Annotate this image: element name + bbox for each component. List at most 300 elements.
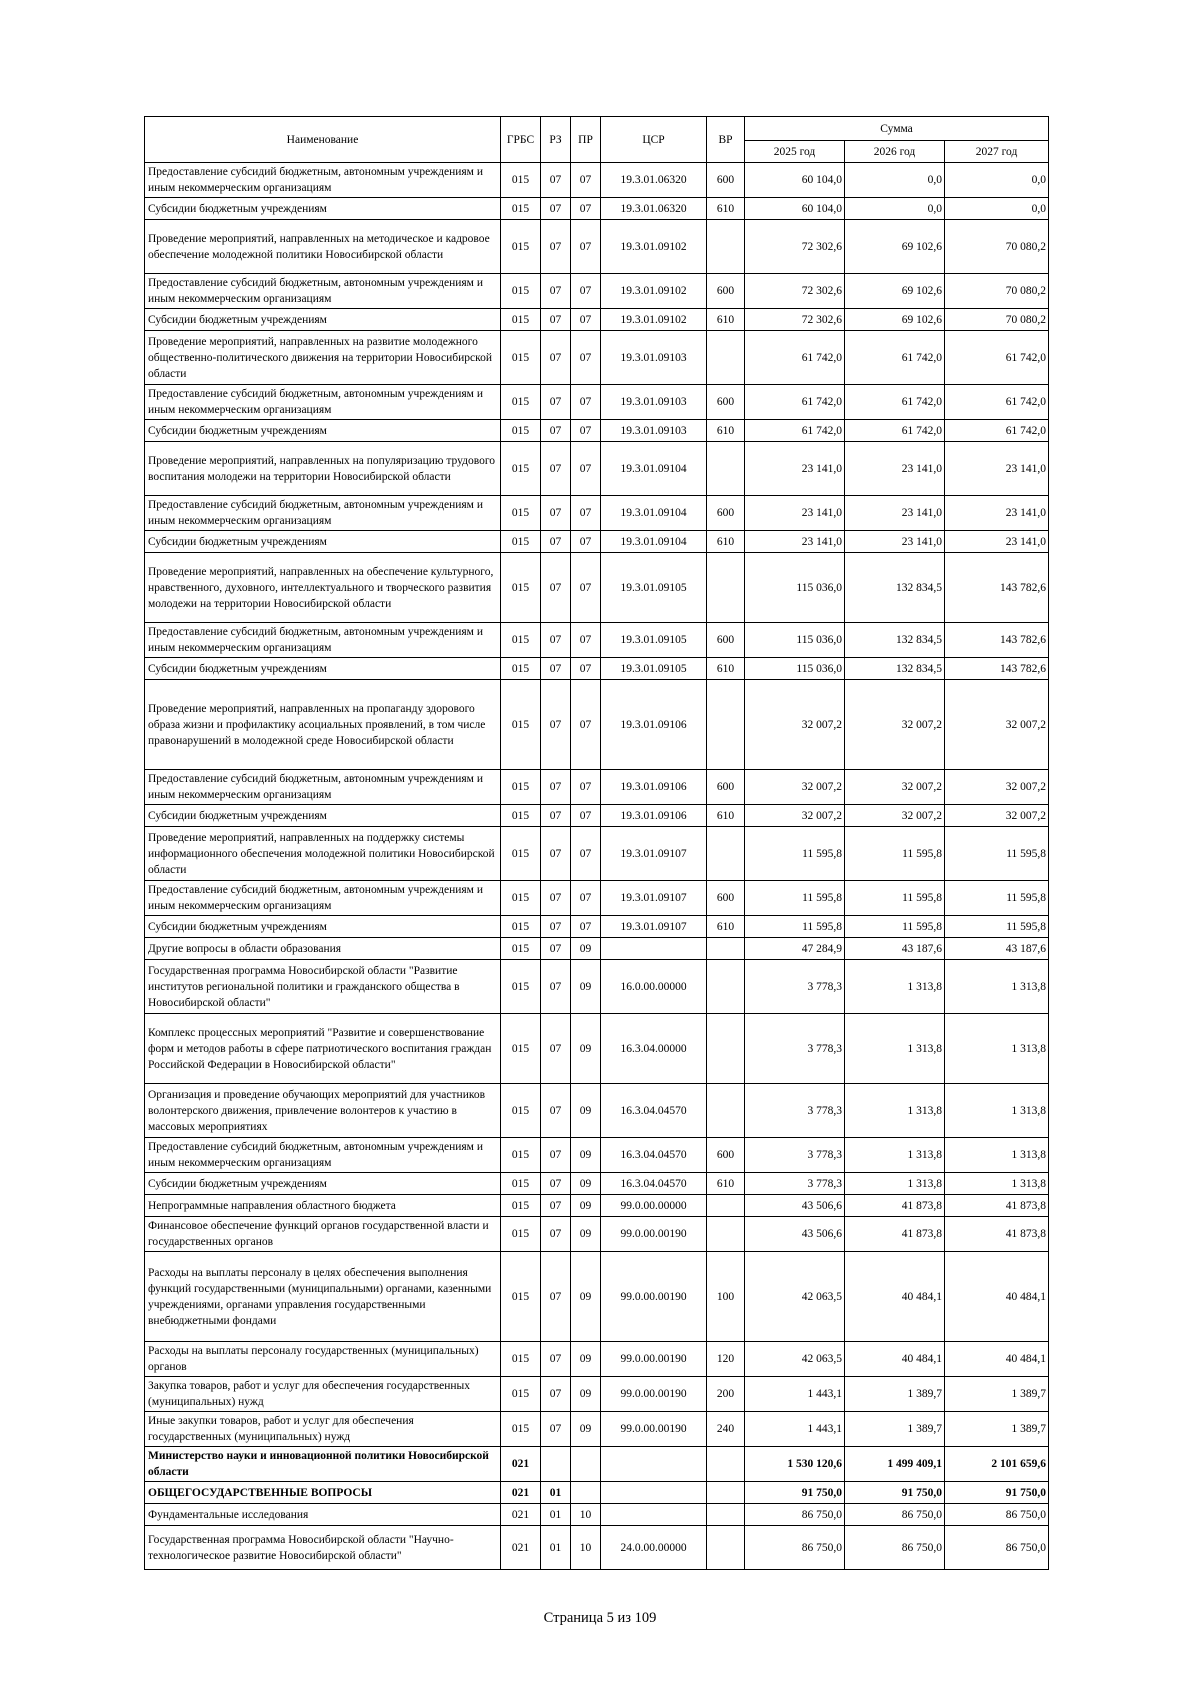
cell-vr [707, 680, 745, 770]
table-row [145, 805, 1049, 827]
cell-vr: 600 [707, 163, 745, 198]
cell-name: Предоставление субсидий бюджетным, автономным учреждениям и иным некоммерческим организациям [145, 881, 501, 916]
cell-csr [601, 1504, 707, 1526]
cell-vr [707, 1195, 745, 1217]
cell-name: Субсидии бюджетным учреждениям [145, 805, 501, 827]
cell-csr: 99.0.00.00190 [601, 1377, 707, 1412]
cell-csr: 19.3.01.09103 [601, 331, 707, 385]
cell-pr: 07 [571, 881, 601, 916]
table-row [145, 1482, 1049, 1504]
cell-amount-2025: 11 595,8 [745, 881, 845, 916]
cell-amount-2026: 86 750,0 [845, 1504, 945, 1526]
cell-amount-2026: 32 007,2 [845, 680, 945, 770]
cell-amount-2025: 115 036,0 [745, 623, 845, 658]
cell-pr: 07 [571, 805, 601, 827]
cell-amount-2027: 11 595,8 [945, 827, 1049, 881]
header-name: Наименование [145, 117, 501, 163]
cell-amount-2027: 61 742,0 [945, 385, 1049, 420]
cell-grbs: 015 [501, 680, 541, 770]
cell-amount-2027: 2 101 659,6 [945, 1447, 1049, 1482]
cell-vr [707, 442, 745, 496]
cell-pr: 09 [571, 1377, 601, 1412]
header-pr: ПР [571, 117, 601, 163]
cell-name: Предоставление субсидий бюджетным, автономным учреждениям и иным некоммерческим организациям [145, 770, 501, 805]
cell-rz: 07 [541, 553, 571, 623]
cell-csr: 19.3.01.09105 [601, 623, 707, 658]
cell-pr [571, 1447, 601, 1482]
cell-csr: 24.0.00.00000 [601, 1526, 707, 1570]
cell-grbs: 015 [501, 531, 541, 553]
table-row [145, 881, 1049, 916]
cell-grbs: 021 [501, 1447, 541, 1482]
cell-amount-2026: 132 834,5 [845, 553, 945, 623]
cell-vr: 610 [707, 916, 745, 938]
budget-table [144, 116, 1049, 1570]
cell-rz: 07 [541, 1195, 571, 1217]
cell-amount-2026: 1 313,8 [845, 1014, 945, 1084]
header-vr: ВР [707, 117, 745, 163]
cell-amount-2027: 0,0 [945, 198, 1049, 220]
cell-name: Предоставление субсидий бюджетным, автономным учреждениям и иным некоммерческим организациям [145, 385, 501, 420]
cell-amount-2026: 23 141,0 [845, 531, 945, 553]
cell-amount-2025: 47 284,9 [745, 938, 845, 960]
cell-name: Проведение мероприятий, направленных на развитие молодежного общественно-политического движения на территории Новосибирской области [145, 331, 501, 385]
cell-csr: 19.3.01.09103 [601, 385, 707, 420]
table-row [145, 496, 1049, 531]
cell-name: Субсидии бюджетным учреждениям [145, 309, 501, 331]
cell-amount-2025: 60 104,0 [745, 163, 845, 198]
cell-name: Закупка товаров, работ и услуг для обеспечения государственных (муниципальных) нужд [145, 1377, 501, 1412]
cell-amount-2026: 61 742,0 [845, 385, 945, 420]
cell-vr: 600 [707, 881, 745, 916]
cell-pr: 07 [571, 496, 601, 531]
cell-name: Другие вопросы в области образования [145, 938, 501, 960]
cell-amount-2026: 132 834,5 [845, 623, 945, 658]
cell-amount-2026: 40 484,1 [845, 1252, 945, 1342]
cell-name: Проведение мероприятий, направленных на поддержку системы информационного обеспечения молодежной политики Новосибирской области [145, 827, 501, 881]
cell-rz: 07 [541, 220, 571, 274]
cell-vr: 600 [707, 1138, 745, 1173]
cell-rz: 07 [541, 420, 571, 442]
cell-pr: 07 [571, 274, 601, 309]
cell-pr: 07 [571, 385, 601, 420]
cell-name: Непрограммные направления областного бюджета [145, 1195, 501, 1217]
cell-grbs: 015 [501, 916, 541, 938]
cell-amount-2027: 32 007,2 [945, 680, 1049, 770]
cell-amount-2025: 43 506,6 [745, 1217, 845, 1252]
cell-vr: 610 [707, 420, 745, 442]
cell-amount-2025: 11 595,8 [745, 916, 845, 938]
cell-rz: 07 [541, 1138, 571, 1173]
table-row [145, 531, 1049, 553]
cell-csr: 19.3.01.09107 [601, 827, 707, 881]
cell-vr [707, 1014, 745, 1084]
cell-grbs: 015 [501, 198, 541, 220]
cell-csr: 16.3.04.04570 [601, 1173, 707, 1195]
cell-name: Субсидии бюджетным учреждениям [145, 1173, 501, 1195]
cell-amount-2026: 1 389,7 [845, 1377, 945, 1412]
cell-grbs: 021 [501, 1504, 541, 1526]
cell-pr: 09 [571, 938, 601, 960]
cell-rz: 07 [541, 1412, 571, 1447]
cell-grbs: 015 [501, 385, 541, 420]
cell-pr: 09 [571, 1084, 601, 1138]
cell-pr: 10 [571, 1504, 601, 1526]
cell-pr: 09 [571, 1252, 601, 1342]
cell-name: Фундаментальные исследования [145, 1504, 501, 1526]
cell-pr: 09 [571, 1342, 601, 1377]
cell-pr: 09 [571, 1412, 601, 1447]
cell-rz: 07 [541, 531, 571, 553]
cell-grbs: 015 [501, 220, 541, 274]
cell-vr [707, 1526, 745, 1570]
cell-amount-2026: 32 007,2 [845, 805, 945, 827]
cell-grbs: 015 [501, 960, 541, 1014]
header-csr: ЦСР [601, 117, 707, 163]
cell-amount-2027: 1 389,7 [945, 1377, 1049, 1412]
cell-pr: 07 [571, 442, 601, 496]
cell-grbs: 015 [501, 442, 541, 496]
cell-name: Предоставление субсидий бюджетным, автономным учреждениям и иным некоммерческим организациям [145, 274, 501, 309]
cell-rz: 07 [541, 1252, 571, 1342]
cell-rz: 07 [541, 274, 571, 309]
cell-rz: 07 [541, 881, 571, 916]
table-row [145, 1342, 1049, 1377]
cell-pr: 07 [571, 623, 601, 658]
cell-amount-2027: 0,0 [945, 163, 1049, 198]
cell-grbs: 015 [501, 938, 541, 960]
cell-pr: 07 [571, 531, 601, 553]
cell-amount-2026: 32 007,2 [845, 770, 945, 805]
cell-amount-2027: 86 750,0 [945, 1526, 1049, 1570]
cell-amount-2026: 61 742,0 [845, 420, 945, 442]
cell-amount-2026: 1 313,8 [845, 1173, 945, 1195]
cell-pr: 09 [571, 1138, 601, 1173]
cell-grbs: 015 [501, 420, 541, 442]
cell-amount-2027: 143 782,6 [945, 623, 1049, 658]
cell-amount-2026: 1 499 409,1 [845, 1447, 945, 1482]
cell-grbs: 015 [501, 309, 541, 331]
cell-vr: 610 [707, 658, 745, 680]
cell-amount-2026: 69 102,6 [845, 274, 945, 309]
cell-amount-2026: 43 187,6 [845, 938, 945, 960]
cell-grbs: 021 [501, 1526, 541, 1570]
cell-pr: 09 [571, 1217, 601, 1252]
cell-pr: 07 [571, 198, 601, 220]
cell-grbs: 015 [501, 496, 541, 531]
cell-amount-2025: 3 778,3 [745, 1138, 845, 1173]
cell-amount-2026: 69 102,6 [845, 220, 945, 274]
cell-grbs: 015 [501, 1195, 541, 1217]
cell-amount-2026: 41 873,8 [845, 1217, 945, 1252]
table-row [145, 1252, 1049, 1342]
cell-csr: 19.3.01.09105 [601, 658, 707, 680]
cell-rz: 07 [541, 309, 571, 331]
cell-name: Государственная программа Новосибирской области "Научно-технологическое развитие Новосибирской области" [145, 1526, 501, 1570]
cell-csr: 19.3.01.09102 [601, 274, 707, 309]
cell-amount-2026: 23 141,0 [845, 442, 945, 496]
cell-amount-2027: 11 595,8 [945, 881, 1049, 916]
cell-amount-2027: 41 873,8 [945, 1195, 1049, 1217]
cell-amount-2025: 23 141,0 [745, 531, 845, 553]
cell-pr: 09 [571, 1014, 601, 1084]
cell-amount-2027: 143 782,6 [945, 553, 1049, 623]
cell-vr [707, 553, 745, 623]
cell-vr [707, 938, 745, 960]
cell-vr: 600 [707, 385, 745, 420]
cell-amount-2027: 1 313,8 [945, 1084, 1049, 1138]
cell-csr: 19.3.01.06320 [601, 163, 707, 198]
cell-vr [707, 827, 745, 881]
table-body [145, 163, 1049, 1570]
cell-name: Организация и проведение обучающих мероприятий для участников волонтерского движения, привлечение волонтеров к участию в массовых мероприятиях [145, 1084, 501, 1138]
cell-name: Комплекс процессных мероприятий "Развитие и совершенствование форм и методов работы в сфере патриотического воспитания граждан Российской Федерации в Новосибирской области" [145, 1014, 501, 1084]
cell-grbs: 015 [501, 658, 541, 680]
cell-csr: 19.3.01.09104 [601, 496, 707, 531]
cell-amount-2027: 32 007,2 [945, 805, 1049, 827]
table-row [145, 163, 1049, 198]
cell-name: Субсидии бюджетным учреждениям [145, 198, 501, 220]
cell-amount-2025: 115 036,0 [745, 553, 845, 623]
cell-name: Предоставление субсидий бюджетным, автономным учреждениям и иным некоммерческим организациям [145, 623, 501, 658]
cell-amount-2026: 132 834,5 [845, 658, 945, 680]
cell-grbs: 015 [501, 770, 541, 805]
cell-amount-2025: 72 302,6 [745, 274, 845, 309]
cell-pr: 07 [571, 916, 601, 938]
cell-pr: 07 [571, 331, 601, 385]
cell-vr: 610 [707, 198, 745, 220]
cell-grbs: 015 [501, 827, 541, 881]
cell-amount-2025: 86 750,0 [745, 1504, 845, 1526]
cell-amount-2027: 86 750,0 [945, 1504, 1049, 1526]
table-row [145, 1377, 1049, 1412]
cell-pr: 07 [571, 309, 601, 331]
cell-rz: 07 [541, 805, 571, 827]
cell-name: Расходы на выплаты персоналу государственных (муниципальных) органов [145, 1342, 501, 1377]
cell-grbs: 015 [501, 623, 541, 658]
cell-grbs: 015 [501, 331, 541, 385]
cell-rz: 07 [541, 658, 571, 680]
cell-grbs: 015 [501, 163, 541, 198]
cell-csr: 19.3.01.09107 [601, 916, 707, 938]
cell-amount-2025: 3 778,3 [745, 1014, 845, 1084]
cell-pr: 07 [571, 827, 601, 881]
cell-vr: 610 [707, 531, 745, 553]
cell-grbs: 015 [501, 805, 541, 827]
table-row [145, 1084, 1049, 1138]
cell-amount-2025: 60 104,0 [745, 198, 845, 220]
cell-pr: 07 [571, 658, 601, 680]
cell-grbs: 015 [501, 1217, 541, 1252]
cell-amount-2027: 23 141,0 [945, 531, 1049, 553]
table-row [145, 385, 1049, 420]
cell-csr: 19.3.01.09107 [601, 881, 707, 916]
cell-csr: 99.0.00.00190 [601, 1217, 707, 1252]
cell-csr: 19.3.01.09106 [601, 680, 707, 770]
cell-grbs: 015 [501, 881, 541, 916]
cell-amount-2026: 0,0 [845, 163, 945, 198]
cell-vr [707, 1217, 745, 1252]
header-year-2025: 2025 год [745, 141, 845, 163]
cell-amount-2025: 3 778,3 [745, 1084, 845, 1138]
cell-pr: 07 [571, 770, 601, 805]
cell-rz [541, 1447, 571, 1482]
cell-vr: 240 [707, 1412, 745, 1447]
cell-csr: 19.3.01.09103 [601, 420, 707, 442]
cell-rz: 07 [541, 331, 571, 385]
cell-amount-2027: 91 750,0 [945, 1482, 1049, 1504]
cell-amount-2025: 43 506,6 [745, 1195, 845, 1217]
cell-rz: 07 [541, 198, 571, 220]
cell-csr: 19.3.01.06320 [601, 198, 707, 220]
cell-amount-2026: 69 102,6 [845, 309, 945, 331]
table-row [145, 442, 1049, 496]
cell-amount-2025: 61 742,0 [745, 385, 845, 420]
cell-amount-2026: 61 742,0 [845, 331, 945, 385]
cell-name: Проведение мероприятий, направленных на пропаганду здорового образа жизни и профилактику асоциальных проявлений, в том числе правонарушений в молодежной среде Новосибирской области [145, 680, 501, 770]
cell-amount-2027: 1 313,8 [945, 960, 1049, 1014]
cell-name: Государственная программа Новосибирской области "Развитие институтов региональной политики и гражданского общества в Новосибирской области" [145, 960, 501, 1014]
cell-amount-2025: 1 443,1 [745, 1412, 845, 1447]
cell-grbs: 015 [501, 1412, 541, 1447]
cell-amount-2025: 61 742,0 [745, 420, 845, 442]
header-sum: Сумма [745, 117, 1049, 141]
cell-vr: 600 [707, 623, 745, 658]
cell-csr: 19.3.01.09105 [601, 553, 707, 623]
cell-rz: 07 [541, 1014, 571, 1084]
cell-amount-2025: 86 750,0 [745, 1526, 845, 1570]
cell-csr: 99.0.00.00190 [601, 1412, 707, 1447]
table-row [145, 1138, 1049, 1173]
cell-amount-2027: 40 484,1 [945, 1252, 1049, 1342]
cell-csr: 19.3.01.09102 [601, 309, 707, 331]
cell-pr: 07 [571, 553, 601, 623]
table-row [145, 658, 1049, 680]
cell-rz: 07 [541, 960, 571, 1014]
cell-amount-2025: 1 530 120,6 [745, 1447, 845, 1482]
cell-vr: 100 [707, 1252, 745, 1342]
cell-csr [601, 938, 707, 960]
cell-grbs: 015 [501, 1377, 541, 1412]
cell-csr: 16.0.00.00000 [601, 960, 707, 1014]
cell-name: Предоставление субсидий бюджетным, автономным учреждениям и иным некоммерческим организациям [145, 163, 501, 198]
cell-name: Субсидии бюджетным учреждениям [145, 420, 501, 442]
cell-grbs: 015 [501, 1084, 541, 1138]
cell-amount-2026: 1 313,8 [845, 960, 945, 1014]
cell-amount-2026: 11 595,8 [845, 881, 945, 916]
cell-grbs: 015 [501, 1173, 541, 1195]
table-row [145, 220, 1049, 274]
cell-csr: 16.3.04.04570 [601, 1138, 707, 1173]
cell-amount-2027: 23 141,0 [945, 496, 1049, 531]
table-row [145, 1217, 1049, 1252]
cell-rz: 07 [541, 938, 571, 960]
cell-rz: 01 [541, 1526, 571, 1570]
cell-name: Предоставление субсидий бюджетным, автономным учреждениям и иным некоммерческим организациям [145, 1138, 501, 1173]
cell-amount-2026: 0,0 [845, 198, 945, 220]
cell-vr: 610 [707, 1173, 745, 1195]
cell-amount-2025: 23 141,0 [745, 496, 845, 531]
cell-amount-2025: 32 007,2 [745, 770, 845, 805]
cell-rz: 07 [541, 1377, 571, 1412]
cell-amount-2027: 43 187,6 [945, 938, 1049, 960]
cell-rz: 01 [541, 1482, 571, 1504]
cell-grbs: 015 [501, 1342, 541, 1377]
cell-pr: 09 [571, 1173, 601, 1195]
cell-amount-2027: 32 007,2 [945, 770, 1049, 805]
cell-pr: 07 [571, 420, 601, 442]
cell-csr: 19.3.01.09102 [601, 220, 707, 274]
table-row [145, 938, 1049, 960]
cell-amount-2025: 1 443,1 [745, 1377, 845, 1412]
cell-amount-2026: 41 873,8 [845, 1195, 945, 1217]
cell-rz: 07 [541, 496, 571, 531]
cell-grbs: 015 [501, 1014, 541, 1084]
table-row [145, 331, 1049, 385]
cell-amount-2026: 86 750,0 [845, 1526, 945, 1570]
table-row [145, 916, 1049, 938]
cell-amount-2026: 1 313,8 [845, 1084, 945, 1138]
cell-name: Министерство науки и инновационной политики Новосибирской области [145, 1447, 501, 1482]
cell-rz: 01 [541, 1504, 571, 1526]
cell-rz: 07 [541, 827, 571, 881]
cell-amount-2026: 1 389,7 [845, 1412, 945, 1447]
cell-name: Предоставление субсидий бюджетным, автономным учреждениям и иным некоммерческим организациям [145, 496, 501, 531]
cell-grbs: 021 [501, 1482, 541, 1504]
table-row [145, 770, 1049, 805]
cell-amount-2027: 40 484,1 [945, 1342, 1049, 1377]
cell-vr [707, 331, 745, 385]
cell-rz: 07 [541, 163, 571, 198]
table-row [145, 420, 1049, 442]
cell-pr: 09 [571, 1195, 601, 1217]
table-row [145, 309, 1049, 331]
cell-amount-2025: 42 063,5 [745, 1342, 845, 1377]
table-row [145, 1526, 1049, 1570]
cell-amount-2025: 3 778,3 [745, 960, 845, 1014]
cell-amount-2027: 1 389,7 [945, 1412, 1049, 1447]
cell-vr: 600 [707, 496, 745, 531]
cell-amount-2025: 32 007,2 [745, 805, 845, 827]
cell-amount-2026: 91 750,0 [845, 1482, 945, 1504]
cell-rz: 07 [541, 1342, 571, 1377]
cell-amount-2025: 91 750,0 [745, 1482, 845, 1504]
cell-amount-2027: 1 313,8 [945, 1173, 1049, 1195]
cell-amount-2027: 143 782,6 [945, 658, 1049, 680]
cell-amount-2026: 40 484,1 [845, 1342, 945, 1377]
cell-amount-2026: 23 141,0 [845, 496, 945, 531]
cell-csr [601, 1482, 707, 1504]
table-row [145, 553, 1049, 623]
cell-rz: 07 [541, 385, 571, 420]
cell-grbs: 015 [501, 1252, 541, 1342]
cell-rz: 07 [541, 442, 571, 496]
page-number: Страница 5 из 109 [543, 1610, 657, 1626]
cell-vr: 610 [707, 805, 745, 827]
cell-amount-2026: 11 595,8 [845, 916, 945, 938]
table-row [145, 1412, 1049, 1447]
cell-csr: 99.0.00.00190 [601, 1342, 707, 1377]
cell-amount-2027: 70 080,2 [945, 309, 1049, 331]
table-row [145, 827, 1049, 881]
cell-vr [707, 960, 745, 1014]
cell-rz: 07 [541, 680, 571, 770]
cell-vr: 610 [707, 309, 745, 331]
header-year-2027: 2027 год [945, 141, 1049, 163]
cell-pr: 09 [571, 960, 601, 1014]
cell-csr: 16.3.04.04570 [601, 1084, 707, 1138]
cell-csr: 99.0.00.00000 [601, 1195, 707, 1217]
